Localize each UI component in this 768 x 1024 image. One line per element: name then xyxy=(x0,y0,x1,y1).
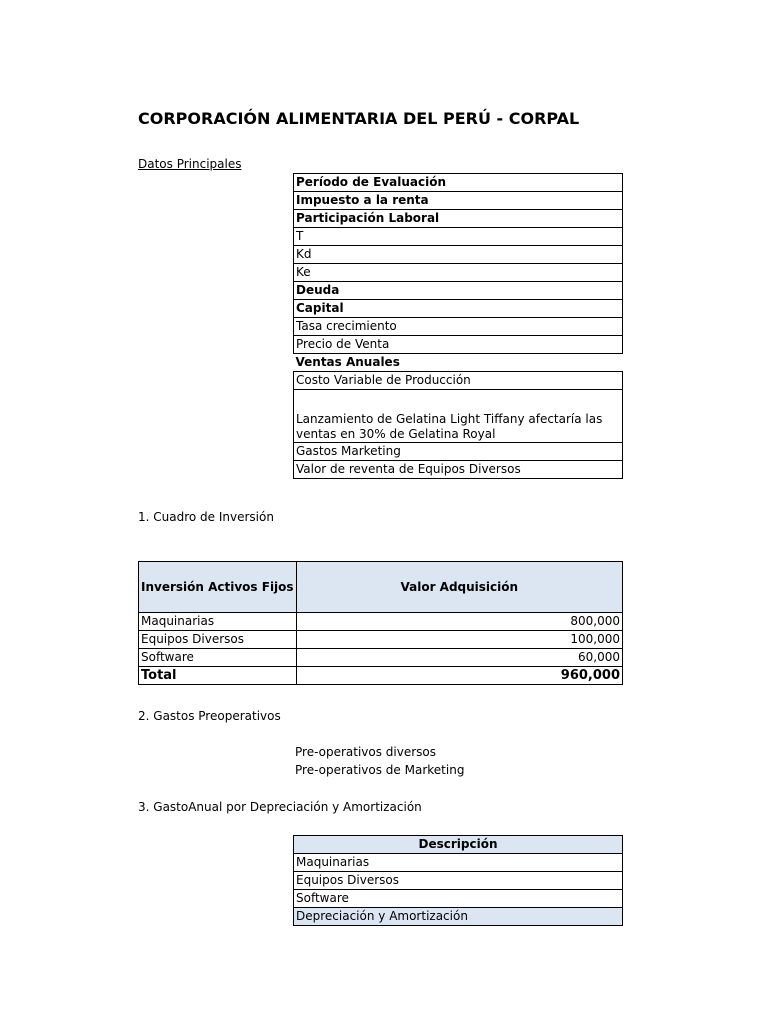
datos-row xyxy=(294,390,623,443)
inversion-total-value: 960,000 xyxy=(296,667,622,685)
datos-row xyxy=(294,318,623,336)
datos-row-label: Lanzamiento de Gelatina Light Tiffany afectaría las ventas en 30% de Gelatina Royal xyxy=(294,390,623,443)
depreciacion-row-label: Software xyxy=(294,890,623,908)
inversion-row xyxy=(139,613,623,631)
datos-row xyxy=(294,264,623,282)
datos-row-label: Valor de reventa de Equipos Diversos xyxy=(294,461,623,479)
datos-row-label: Período de Evaluación xyxy=(294,174,623,192)
depreciacion-footer: Depreciación y Amortización xyxy=(294,908,623,926)
datos-row-label: Deuda xyxy=(294,282,623,300)
page-title: CORPORACIÓN ALIMENTARIA DEL PERÚ - CORPAL xyxy=(138,109,580,128)
depreciacion-header: Descripción xyxy=(294,836,623,854)
inversion-row-label: Software xyxy=(139,649,297,667)
inversion-row-label: Equipos Diversos xyxy=(139,631,297,649)
datos-row xyxy=(294,174,623,192)
depreciacion-table xyxy=(293,835,623,926)
inversion-row-value: 60,000 xyxy=(296,649,622,667)
inversion-row xyxy=(139,631,623,649)
inversion-col1-header: Inversión Activos Fijos xyxy=(139,562,297,613)
datos-heading: Datos Principales xyxy=(138,157,242,171)
inversion-table xyxy=(138,561,623,685)
inversion-row-value: 800,000 xyxy=(296,613,622,631)
datos-row-label: Kd xyxy=(294,246,623,264)
datos-row-label: Impuesto a la renta xyxy=(294,192,623,210)
inversion-heading: 1. Cuadro de Inversión xyxy=(138,510,274,524)
datos-row-label: Ke xyxy=(294,264,623,282)
inversion-col2-header: Valor Adquisición xyxy=(296,562,622,613)
inversion-row xyxy=(139,649,623,667)
preop-heading: 2. Gastos Preoperativos xyxy=(138,709,281,723)
inversion-total-label: Total xyxy=(139,667,297,685)
datos-row xyxy=(294,282,623,300)
datos-row xyxy=(294,246,623,264)
inversion-total-row xyxy=(139,667,623,685)
datos-row xyxy=(294,461,623,479)
depreciacion-heading: 3. GastoAnual por Depreciación y Amortización xyxy=(138,800,422,814)
datos-row-label: Gastos Marketing xyxy=(294,443,623,461)
depreciacion-row-label: Equipos Diversos xyxy=(294,872,623,890)
inversion-row-label: Maquinarias xyxy=(139,613,297,631)
datos-row xyxy=(294,192,623,210)
depreciacion-row xyxy=(294,854,623,872)
datos-row xyxy=(294,300,623,318)
depreciacion-row-label: Maquinarias xyxy=(294,854,623,872)
inversion-row-value: 100,000 xyxy=(296,631,622,649)
datos-row xyxy=(294,443,623,461)
datos-row-label: Tasa crecimiento xyxy=(294,318,623,336)
datos-row-label: T xyxy=(294,228,623,246)
depreciacion-row xyxy=(294,890,623,908)
datos-row-label: Participación Laboral xyxy=(294,210,623,228)
datos-table xyxy=(293,173,623,479)
preop-item: Pre-operativos de Marketing xyxy=(295,763,465,777)
datos-row xyxy=(294,228,623,246)
datos-row xyxy=(294,372,623,390)
datos-row xyxy=(294,354,623,372)
datos-row-label: Capital xyxy=(294,300,623,318)
datos-row-label: Precio de Venta xyxy=(294,336,623,354)
datos-row-label: Ventas Anuales xyxy=(294,354,623,372)
preop-item: Pre-operativos diversos xyxy=(295,745,437,759)
datos-row xyxy=(294,210,623,228)
depreciacion-row xyxy=(294,872,623,890)
datos-row xyxy=(294,336,623,354)
datos-row-label: Costo Variable de Producción xyxy=(294,372,623,390)
